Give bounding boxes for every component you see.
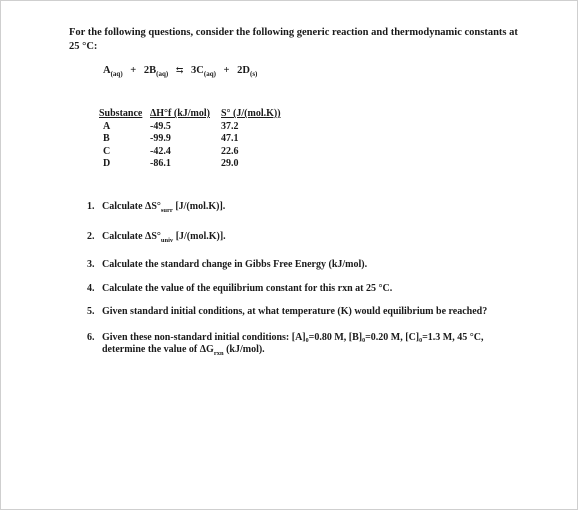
question-number: 5.: [87, 306, 95, 317]
question-number: 2.: [87, 230, 95, 242]
question-text: Calculate $\Delta S^\circ_{univ}$ [J/(mol.K)].: [102, 230, 226, 244]
question-text: Calculate the standard change in Gibbs Free Energy (kJ/mol).: [102, 259, 368, 270]
reaction-equation: [103, 65, 257, 78]
header-entropy: S° (J/(mol.K)): [221, 108, 281, 119]
question-text: Given standard initial conditions, at what temperature (K) would equilibrium be reached?: [102, 306, 488, 317]
table-row: [99, 158, 301, 171]
entropy-cell: 37.2: [221, 120, 239, 132]
header-enthalpy: ΔH°f (kJ/mol): [150, 108, 210, 119]
entropy-cell: 47.1: [221, 133, 239, 144]
substance-cell: B: [103, 133, 110, 144]
question-number: 1.: [87, 201, 95, 212]
substance-cell: A: [103, 120, 111, 132]
question-item: [87, 283, 507, 296]
plus-sign: +: [130, 65, 137, 76]
question-list: [87, 201, 507, 361]
enthalpy-cell: -86.1: [150, 158, 171, 169]
product-c: $3C_{(aq)}$: [191, 65, 216, 79]
question-item: [87, 231, 507, 248]
table-row: [99, 133, 301, 146]
enthalpy-cell: -49.5: [150, 120, 171, 132]
table-header-row: [99, 108, 301, 121]
question-text: Calculate $\Delta S^\circ_{surr}$ [J/(mol.K)].: [102, 201, 226, 214]
question-item: [87, 332, 507, 361]
product-d: $2D_{(s)}$: [237, 65, 258, 79]
table-row: [99, 146, 301, 159]
question-item: [87, 201, 507, 218]
header-substance: Substance: [99, 108, 143, 119]
enthalpy-cell: -42.4: [150, 145, 171, 157]
question-number: 3.: [87, 259, 95, 270]
equilibrium-arrow-icon: ⇆: [175, 65, 184, 75]
enthalpy-cell: -99.9: [150, 133, 171, 144]
substance-cell: D: [103, 158, 111, 169]
entropy-cell: 29.0: [221, 158, 239, 169]
plus-sign: +: [223, 65, 230, 76]
question-number: 4.: [87, 282, 95, 294]
question-text: Given these non-standard initial conditions: [A]₀=0.80 M, [B]₀=0.20 M, [C]₀=1.3 M, 45 °C, determine the value of $\Delta G_{rxn}$ (kJ/mol).: [102, 331, 484, 357]
question-item: [87, 306, 507, 319]
substance-cell: C: [103, 145, 111, 157]
thermo-table: [99, 108, 301, 171]
table-row: [99, 121, 301, 134]
question-number: 6.: [87, 331, 95, 343]
question-text: Calculate the value of the equilibrium constant for this rxn at 25 °C.: [102, 282, 393, 294]
question-item: [87, 259, 507, 272]
entropy-cell: 22.6: [221, 145, 239, 157]
reactant-a: $A_{(aq)}$: [103, 65, 123, 79]
reactant-b: $2B_{(aq)}$: [143, 65, 169, 79]
intro-text: For the following questions, consider the following generic reaction and thermodynamic constants at 25 °C:: [69, 27, 518, 52]
